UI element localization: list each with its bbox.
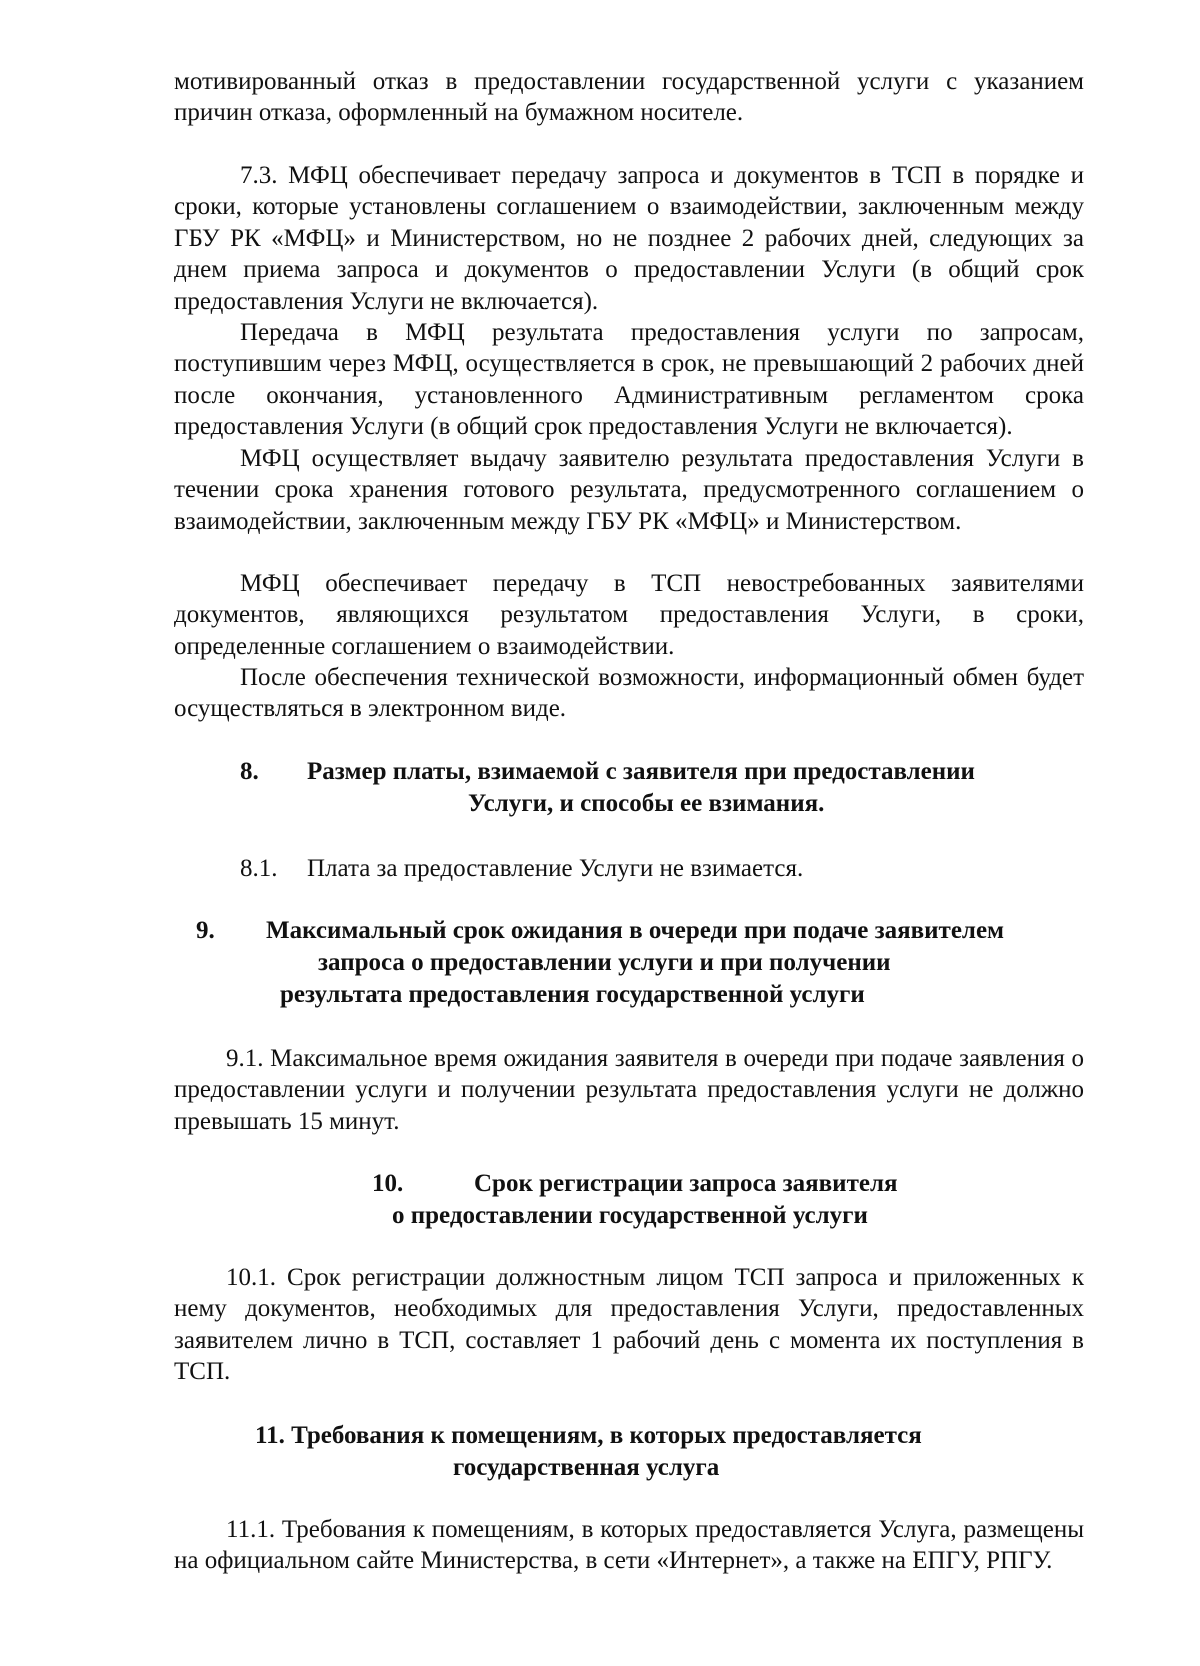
paragraph-unclaimed-documents: МФЦ обеспечивает передачу в ТСП невостребованных заявителями документов, являющихся результатом предоставления Услуги, в сроки, определенные соглашением о взаимодействии. — [174, 570, 1084, 660]
section-8-title-line2: Услуги, и способы ее взимания. — [468, 790, 825, 817]
paragraph-transfer-result: Передача в МФЦ результата предоставления услуги по запросам, поступившим через МФЦ, осуществляется в срок, не превышающий 2 рабочих дней после окончания, установленного Административным регламентом срока предоставления Услуги (в общий срок предоставления Услуги не включается). — [174, 319, 1084, 441]
paragraph-8-1-text: Плата за предоставление Услуги не взимается. — [307, 855, 804, 882]
paragraph-7-3: 7.3. МФЦ обеспечивает передачу запроса и документов в ТСП в порядке и сроки, которые установлены соглашением о взаимодействии, заключенным между ГБУ РК «МФЦ» и Министерством, но не позднее 2 рабочих дней, следующих за днем приема запроса и документов о предоставлении Услуги (в общий срок предоставления Услуги не включается). — [174, 162, 1084, 315]
section-10-number: 10. — [372, 1170, 404, 1197]
section-9-title-line1: Максимальный срок ожидания в очереди при подаче заявителем — [266, 917, 1005, 944]
section-9-title-line3: результата предоставления государственной услуги — [280, 981, 865, 1008]
section-8-title-line1: Размер платы, взимаемой с заявителя при предоставлении — [307, 758, 975, 785]
paragraph-11-1: 11.1. Требования к помещениям, в которых предоставляется Услуга, размещены на официальном сайте Министерства, в сети «Интернет», а также на ЕПГУ, РПГУ. — [174, 1516, 1084, 1575]
paragraph-9-1: 9.1. Максимальное время ожидания заявителя в очереди при подаче заявления о предоставлении услуги и получении результата предоставления услуги не должно превышать 15 минут. — [174, 1045, 1084, 1135]
section-11-title-line2: государственная услуга — [453, 1454, 720, 1481]
section-10-title-line2: о предоставлении государственной услуги — [392, 1202, 868, 1229]
section-11-title-line1: 11. Требования к помещениям, в которых предоставляется — [255, 1422, 922, 1449]
intro-paragraph: мотивированный отказ в предоставлении государственной услуги с указанием причин отказа, оформленный на бумажном носителе. — [174, 68, 1084, 127]
section-10-title-line1: Срок регистрации запроса заявителя — [474, 1170, 898, 1197]
section-9-title-line2: запроса о предоставлении услуги и при получении — [318, 949, 891, 976]
paragraph-8-1-number: 8.1. — [240, 855, 278, 882]
section-9-number: 9. — [196, 917, 215, 944]
paragraph-issue-result: МФЦ осуществляет выдачу заявителю результата предоставления Услуги в течении срока хранения готового результата, предусмотренного соглашением о взаимодействии, заключенным между ГБУ РК «МФЦ» и Министерством. — [174, 445, 1084, 535]
paragraph-electronic-exchange: После обеспечения технической возможности, информационный обмен будет осуществляться в электронном виде. — [174, 664, 1084, 723]
paragraph-10-1: 10.1. Срок регистрации должностным лицом ТСП запроса и приложенных к нему документов, необходимых для предоставления Услуги, предоставленных заявителем лично в ТСП, составляет 1 рабочий день с момента их поступления в ТСП. — [174, 1264, 1084, 1386]
section-8-number: 8. — [240, 758, 259, 785]
